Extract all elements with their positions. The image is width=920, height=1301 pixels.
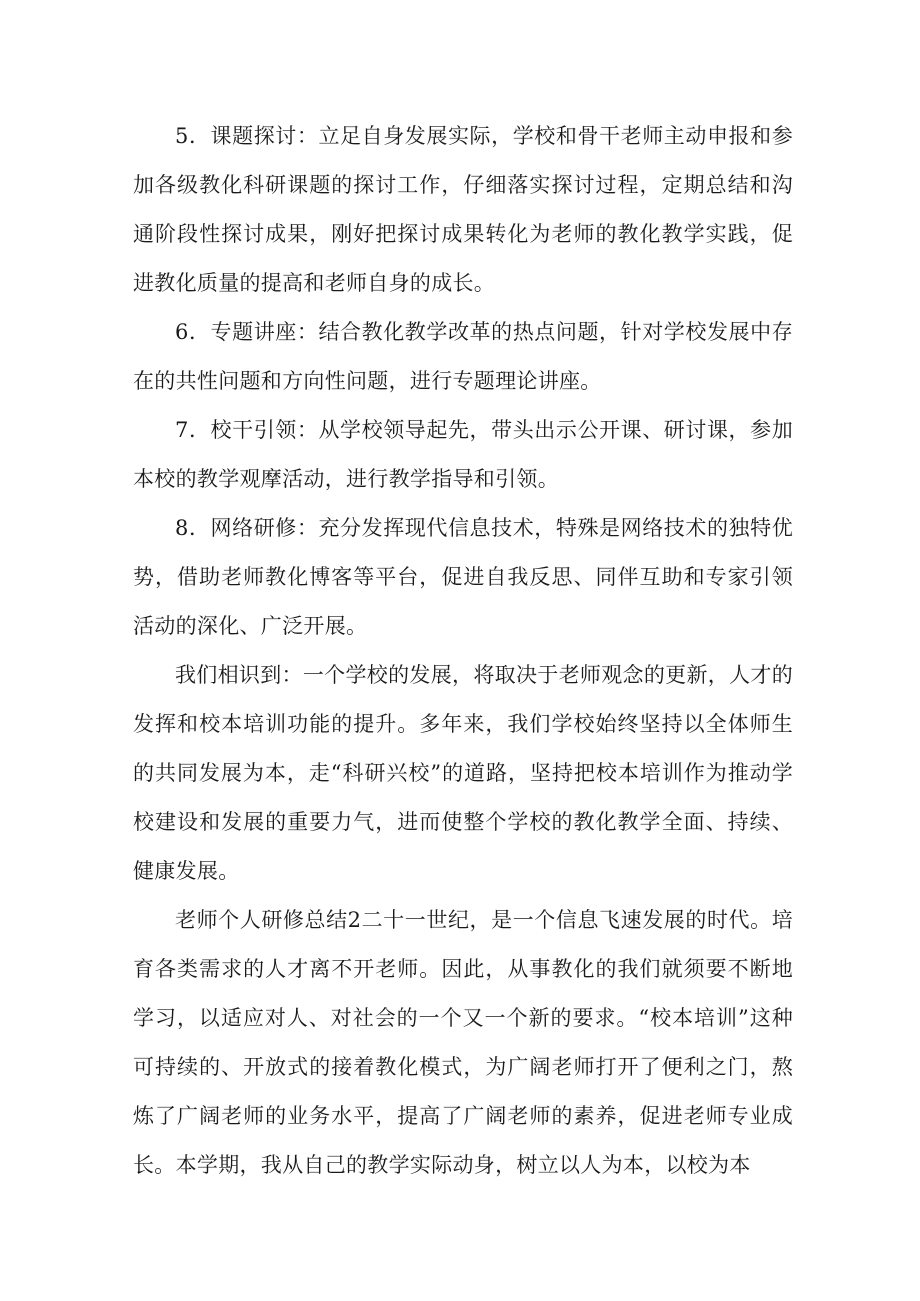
document-body	[133, 112, 793, 1190]
paragraph-item-5: 5．课题探讨：立足自身发展实际，学校和骨干老师主动申报和参加各级教化科研课题的探讨工作，仔细落实探讨过程，定期总结和沟通阶段性探讨成果，刚好把探讨成果转化为老师的教化教学实践，促进教化质量的提高和老师自身的成长。	[133, 124, 793, 295]
paragraph-conclusion: 我们相识到：一个学校的发展，将取决于老师观念的更新，人才的发挥和校本培训功能的提升。多年来，我们学校始终坚持以全体师生的共同发展为本，走“科研兴校”的道路，坚持把校本培训作为推动学校建设和发展的重要力气，进而使整个学校的教化教学全面、持续、健康发展。	[133, 663, 793, 883]
paragraph-item-7: 7．校干引领：从学校领导起先，带头出示公开课、研讨课，参加本校的教学观摩活动，进行教学指导和引领。	[133, 418, 793, 491]
paragraph-item-6: 6．专题讲座：结合教化教学改革的热点问题，针对学校发展中存在的共性问题和方向性问题，进行专题理论讲座。	[133, 320, 793, 393]
paragraph-summary-2: 老师个人研修总结2二十一世纪，是一个信息飞速发展的时代。培育各类需求的人才离不开老师。因此，从事教化的我们就须要不断地学习，以适应对人、对社会的一个又一个新的要求。“校本培训”这种可持续的、开放式的接着教化模式，为广阔老师打开了便利之门，熬炼了广阔老师的业务水平，提高了广阔老师的素养，促进老师专业成长。本学期，我从自己的教学实际动身，树立以人为本，以校为本	[133, 908, 793, 1177]
paragraph-item-8: 8．网络研修：充分发挥现代信息技术，特殊是网络技术的独特优势，借助老师教化博客等平台，促进自我反思、同伴互助和专家引领活动的深化、广泛开展。	[133, 516, 793, 638]
